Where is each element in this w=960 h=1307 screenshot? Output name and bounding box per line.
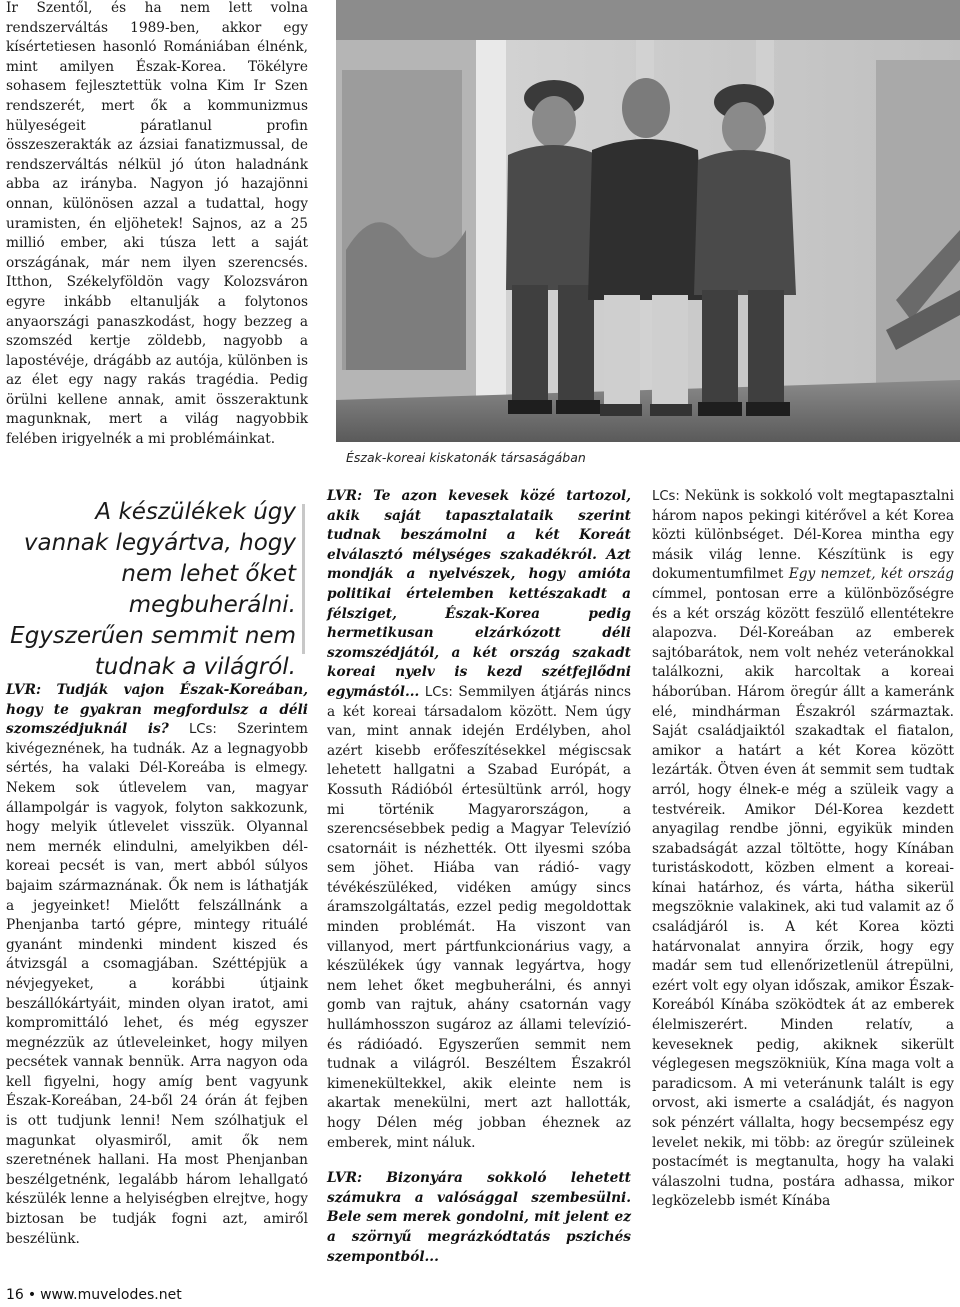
page-footer	[6, 1287, 406, 1303]
page-number: 16	[6, 1287, 24, 1303]
film-title: Egy nemzet, két ország	[788, 566, 954, 583]
interview-question: LVR: Tudják vajon Észak-Koreában, hogy te gyakran megfordulsz a déli szomszédjuknál is?	[6, 682, 308, 738]
column-1-bottom-text	[6, 681, 308, 1249]
soldiers-photo-image	[336, 0, 960, 442]
interview-question: LVR: Te azon kevesek közé tartozol, akik saját tapasztalataik szerint tudnak beszámolni a két Koreát elválasztó mélységes szakadékról. Azt mondják a nyelvészek, hogy amióta politikai értelemben kettészakadt a félsziget, Észak-Korea pedig hermetikusan elzárkózott déli szomszédjától, a két ország szakadt koreai nyelv is kezd szétfejlődni egymástól...	[327, 488, 631, 700]
article-photo	[336, 0, 960, 442]
speaker-label: LCs:	[652, 489, 680, 504]
interview-answer: Szerintem kivégeznének, ha tudnák. Az a legnagyobb sértés, ha valaki Dél-Koreába is elmegy. Nekem sok útlevelem van, magyar állampolgár is vagyok, folyton sakkozunk, hogy melyik útlevelet visszük. Olyannal nem mernék elindulni, amelyikben dél-koreai pecsét is van, mert abból súlyos bajaim származnának. Ők nem is láthatják a jegyeinket! Mielőtt felszállnánk a Phenjanba tartó gépre, mintegy rituálé gyanánt mindenki mindent kiszed és átvizsgál a csomagjában. Széttépjük a névjegyeket, a korábbi útjaink beszállókártyáit, minden olyan iratot, ami kompromittáló lehet, és még egyszer megnézzük az útleveleinket, hogy milyen pecsétek vannak bennük. Arra nagyon oda kell figyelni, hogy amíg bent vagyunk Észak-Koreában, 24-ből 24 órán át fejben is ott tudjunk lenni! Nem szólhatjuk el magunkat olyasmiről, amit ők nem szeretnének hallani. Ha most Phenjanban beszélgetnénk, legalább három lehallgató készülék lenne a helyiségben elrejtve, hogy biztosan be tudják fogni azt, amiről beszélünk.	[6, 721, 308, 1247]
interview-answer: Semmilyen átjárás nincs a két koreai társadalom között. Nem úgy van, mint annak idején Erdélyben, ahol azért kisebb erőfeszítésekkel mégiscsak lehetett hallgatni a Szabad Európát, a Kossuth Rádióból értesültünk arról, hogy mi történik Magyarországon, a szerencsésebbek pedig a Magyar Televízió csatornáit is nézhették. Ott ilyesmi szóba sem jöhet. Hiába van rádió- vagy tévékészüléked, vidéken amúgy sincs áramszolgáltatás, ezzel pedig megoldottak minden problémát. Ha viszont van villanyod, mert pártfunkcionárius vagy, a készülékek úgy vannak legyártva, hogy nem lehet őket megbuherálni, és annyi gomb van rajtuk, ahány csatornán vagy hullámhosszon sugároz az állami televízió- és rádióadó. Egyszerűen semmit nem tudnak a világról. Beszéltem Északról kimenekültekkel, akik eleinte nem is akartak menekülni, mert azt hallották, hogy Délen még jobban éheznek az emberek, mint náluk.	[327, 683, 631, 1151]
interview-question: LVR: Bizonyára sokkoló lehetett számukra a valósággal szembesülni. Bele sem merek gondolni, mit jelent ez a szörnyű megrázkódtatás pszichés szempontból...	[327, 1170, 631, 1265]
speaker-label: LCs:	[424, 684, 453, 700]
footer-bullet: •	[27, 1287, 37, 1303]
column-2-text	[327, 487, 631, 1267]
column-1-top-text	[6, 0, 308, 450]
pull-quote: A készülékek úgy vannak legyártva, hogy nem lehet őket megbuherálni. Egyszerűen semmit nem tudnak a világról.	[10, 499, 296, 680]
interview-answer-continued: címmel, pontosan erre a különbözőségre és a két ország között feszülő ellentétekre alapozva. Dél-Koreában az emberek sajtóbarátok, nem volt nehéz veteránokkal találkozni, akik harcoltak a koreai háborúban. Három öregúr állt a kameránk elé, mindhárman Északról származtak. Saját családjaiktól szakadtak el fiatalon, amikor a határt a két Korea között lezárták. Ötven éven át semmit sem tudtak arról, hogy élnek-e még a szüleik vagy a testvéreik. Amikor Dél-Korea kezdett anyagilag rendbe jönni, egyikük minden szabadságát azzal töltötte, hogy Kínában turistáskodott, közben elment a koreai-kínai határhoz, és várta, hátha sikerül megszöknie valakinek, aki tud valamit az ő családjáról is. A két Korea közti határvonalat annyira őrzik, hogy egy madár sem tud ellenőrizetlenül átrepülni, ezért volt egy olyan időszak, amikor Észak-Koreából Kínába szöködtek át az emberek élelmiszerért. Minden relatív, a keveseknek pedig, akiknek sikerült véglegesen megszökniük, Kína maga volt a paradicsom. A mi veteránunk talált is egy orvost, aki ismerte a családját, és nagyon sok pénzért vállalta, hogy becsempész egy levelet nekik, mi több: az öregúr szüleinek postacímét is megtanulta, hogy ha valaki válaszolni tudna, postára adhassa, mikor legközelebb ismét Kínába	[652, 585, 954, 1210]
speaker-label: LCs:	[188, 722, 217, 738]
interview-answer: Nekünk is sokkoló volt megtapasztalni három napos pekingi kitérővel a két Korea közti különbséget. Dél-Korea mintha egy másik világ lenne. Készítünk is egy dokumentumfilmet	[652, 488, 954, 583]
column-3-text	[652, 487, 954, 1212]
intro-paragraph: Ir Szentől, és ha nem lett volna rendszerváltás 1989-ben, akkor egy kísértetiesen hasonló Romániában élnénk, mint amilyen Észak-Korea. Tökélyre sohasem fejlesztettük volna Kim Ir Szen rendszerét, mert ők a kommunizmus hülyeségeit páratlanul profin összeszerakták az ázsiai fanatizmussal, de rendszerváltás nélkül jó úton haladnánk abba az irányba. Nagyon jó hazajönni onnan, különösen azzal a tudattal, hogy uramisten, én eljöhetek! Sajnos, az a 25 millió ember, aki túsza lett a saját országának, már nem ilyen szerencsés. Itthon, Székelyföldön vagy Kolozsváron egyre inkább eltanulják a folytonos anyaországi panaszkodást, hogy bezzeg a szomszéd kertje zöldebb, nagyobb a lapostévéje, drágább az autója, különben is az élet egy nagy rakás tragédia. Pedig örülni kellene annak, amit összeraktunk magunknak, mert a világ nagyobbik felében irigyelnék a mi problémáinkat.	[6, 0, 308, 448]
website-link[interactable]: www.muvelodes.net	[40, 1287, 182, 1303]
pull-quote-rule	[302, 504, 305, 654]
photo-caption: Észak-koreai kiskatonák társaságában	[346, 450, 586, 465]
